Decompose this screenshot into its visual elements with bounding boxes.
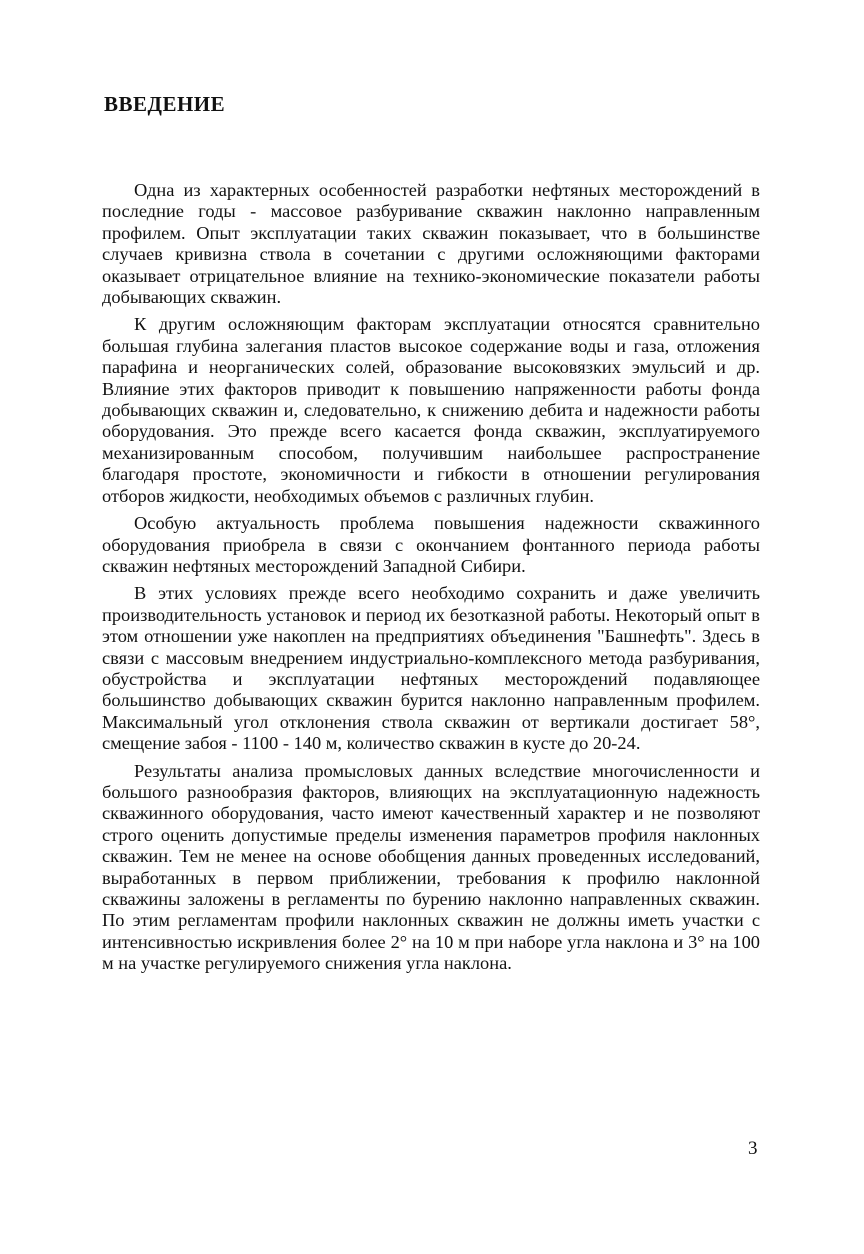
paragraph-1: Одна из характерных особенностей разработки нефтяных месторождений в последние годы - массовое разбуривание скважин наклонно направленным профилем. Опыт эксплуатации таких скважин показывает, что в большинстве случаев кривизна ствола в сочетании с другими осложняющими факторами оказывает отрицательное влияние на технико-экономические показатели работы добывающих скважин. (102, 180, 760, 308)
paragraph-2: К другим осложняющим факторам эксплуатации относятся сравнительно большая глубина залегания пластов высокое содержание воды и газа, отложения парафина и неорганических солей, образование высоковязких эмульсий и др. Влияние этих факторов приводит к повышению напряженности работы фонда добывающих скважин и, следовательно, к снижению дебита и надежности работы оборудования. Это прежде всего касается фонда скважин, эксплуатируемого механизированным способом, получившим наибольшее распространение благодаря простоте, экономичности и гибкости в отношении регулирования отборов жидкости, необходимых объемов с различных глубин. (102, 314, 760, 506)
paragraph-3: Особую актуальность проблема повышения надежности скважинного оборудования приобрела в связи с окончанием фонтанного периода работы скважин нефтяных месторождений Западной Сибири. (102, 513, 760, 576)
body-text (102, 180, 760, 975)
page-number: 3 (748, 1138, 758, 1159)
paragraph-5: Результаты анализа промысловых данных вследствие многочисленности и большого разнообразия факторов, влияющих на эксплуатационную надежность скважинного оборудования, часто имеют качественный характер и не позволяют строго оценить допустимые пределы изменения параметров профиля наклонных скважин. Тем не менее на основе обобщения данных проведенных исследований, выработанных в первом приближении, требования к профилю наклонной скважины заложены в регламенты по бурению наклонно направленных скважин. По этим регламентам профили наклонных скважин не должны иметь участки с интенсивностью искривления более 2° на 10 м при наборе угла наклона и 3° на 100 м на участке регулируемого снижения угла наклона. (102, 760, 760, 974)
paragraph-4: В этих условиях прежде всего необходимо сохранить и даже увеличить производительность установок и период их безотказной работы. Некоторый опыт в этом отношении уже накоплен на предприятиях объединения "Башнефть". Здесь в связи с массовым внедрением индустриально-комплексного метода разбуривания, обустройства и эксплуатации нефтяных месторождений подавляющее большинство добывающих скважин бурится наклонно направленным профилем. Максимальный угол отклонения ствола скважин от вертикали достигает 58°, смещение забоя - 1100 - 140 м, количество скважин в кусте до 20-24. (102, 583, 760, 754)
section-heading: ВВЕДЕНИЕ (104, 92, 226, 116)
